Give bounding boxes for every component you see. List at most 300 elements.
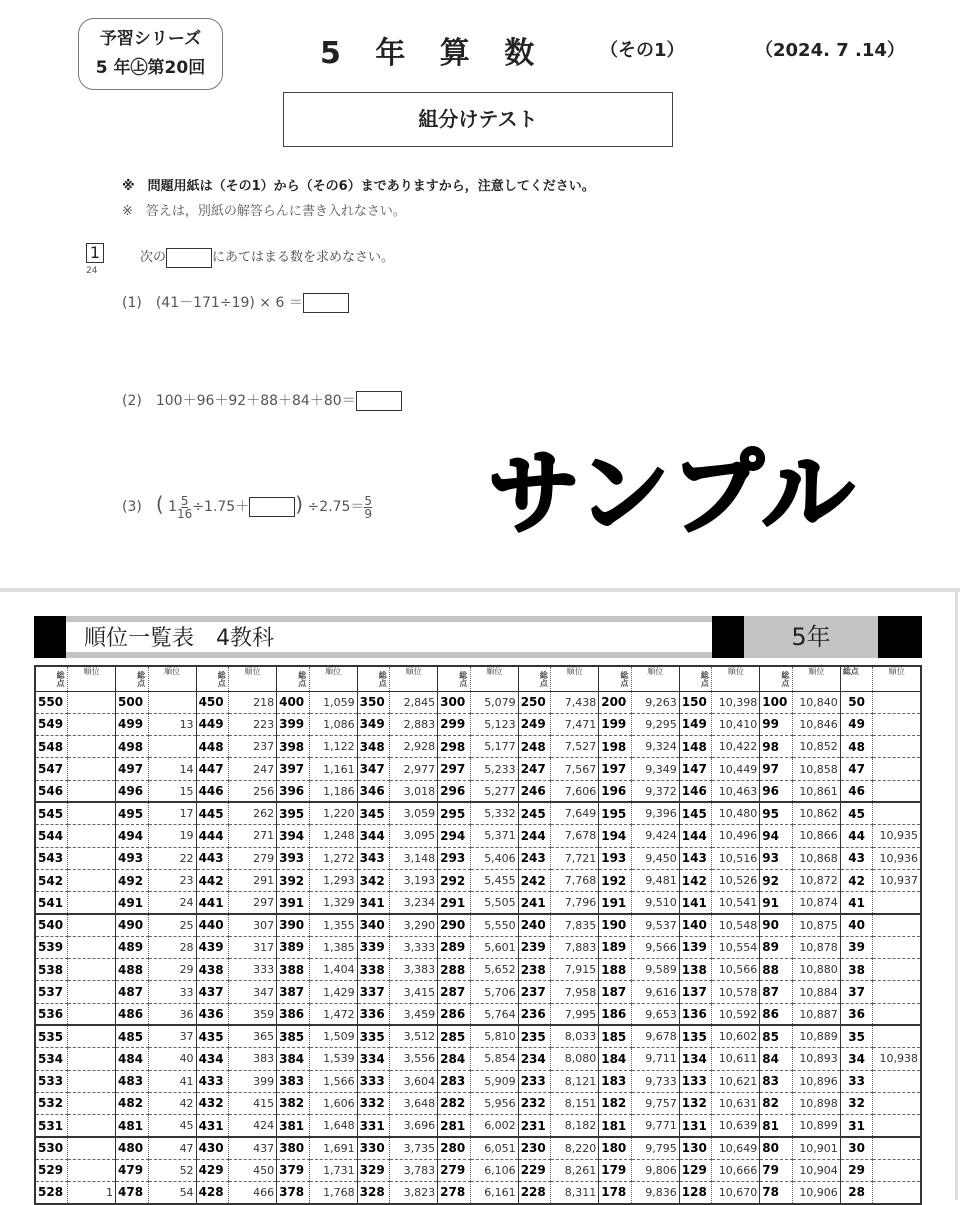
rank-cell: 359	[229, 1003, 277, 1025]
rank-cell: 19	[148, 825, 196, 847]
score-cell: 94	[760, 825, 793, 847]
score-cell: 545	[35, 802, 68, 824]
rank-cell: 9,566	[631, 936, 679, 958]
rank-cell: 279	[229, 847, 277, 869]
rank-cell: 1,122	[309, 736, 357, 758]
rank-cell	[873, 1115, 921, 1137]
score-cell: 31	[840, 1115, 873, 1137]
score-cell: 395	[277, 802, 310, 824]
score-cell: 97	[760, 758, 793, 780]
score-cell: 86	[760, 1003, 793, 1025]
grade-label: 5年	[744, 616, 878, 658]
score-cell: 184	[599, 1048, 632, 1070]
score-cell: 78	[760, 1182, 793, 1204]
rank-cell: 10,840	[792, 691, 840, 713]
score-cell: 300	[438, 691, 471, 713]
rank-cell: 1,509	[309, 1025, 357, 1047]
score-cell: 48	[840, 736, 873, 758]
rank-cell: 8,121	[551, 1070, 599, 1092]
numerator: 5	[180, 493, 189, 508]
rank-cell: 15	[148, 780, 196, 802]
score-cell: 544	[35, 825, 68, 847]
score-cell: 284	[438, 1048, 471, 1070]
rank-cell: 9,424	[631, 825, 679, 847]
score-cell: 495	[116, 802, 149, 824]
score-cell: 133	[679, 1070, 712, 1092]
score-cell: 428	[196, 1182, 229, 1204]
score-cell: 378	[277, 1182, 310, 1204]
rank-cell: 22	[148, 847, 196, 869]
score-cell: 529	[35, 1159, 68, 1181]
rank-cell	[873, 1025, 921, 1047]
rank-cell: 10,422	[712, 736, 760, 758]
rank-cell: 5,652	[470, 959, 518, 981]
score-cell: 487	[116, 981, 149, 1003]
score-cell: 199	[599, 713, 632, 735]
score-cell: 447	[196, 758, 229, 780]
score-cell: 389	[277, 936, 310, 958]
question-number: 1	[86, 243, 104, 263]
rank-cell: 7,768	[551, 869, 599, 891]
score-cell: 450	[196, 691, 229, 713]
rank-cell: 10,602	[712, 1025, 760, 1047]
rank-cell: 7,721	[551, 847, 599, 869]
rank-cell	[68, 691, 116, 713]
score-cell: 190	[599, 914, 632, 936]
score-cell: 183	[599, 1070, 632, 1092]
rank-cell: 3,333	[390, 936, 438, 958]
score-cell: 143	[679, 847, 712, 869]
rank-cell: 10,449	[712, 758, 760, 780]
score-cell: 332	[357, 1092, 390, 1114]
rank-cell: 10,554	[712, 936, 760, 958]
table-row	[35, 1137, 921, 1159]
rank-cell: 3,783	[390, 1159, 438, 1181]
rank-cell	[68, 1137, 116, 1159]
rank-cell: 3,415	[390, 981, 438, 1003]
score-cell: 541	[35, 892, 68, 914]
score-cell: 281	[438, 1115, 471, 1137]
rank-cell: 1	[68, 1182, 116, 1204]
score-cell: 440	[196, 914, 229, 936]
score-cell: 278	[438, 1182, 471, 1204]
rank-cell: 10,410	[712, 713, 760, 735]
score-cell: 436	[196, 1003, 229, 1025]
rank-cell: 9,616	[631, 981, 679, 1003]
rank-cell: 9,836	[631, 1182, 679, 1204]
score-header: 総点	[679, 666, 712, 691]
score-cell: 379	[277, 1159, 310, 1181]
rank-cell: 247	[229, 758, 277, 780]
score-cell: 290	[438, 914, 471, 936]
score-cell: 42	[840, 869, 873, 891]
rank-cell: 3,696	[390, 1115, 438, 1137]
score-cell: 47	[840, 758, 873, 780]
question-instruction	[140, 246, 394, 268]
score-cell: 187	[599, 981, 632, 1003]
rank-cell: 52	[148, 1159, 196, 1181]
score-cell: 387	[277, 981, 310, 1003]
score-cell: 286	[438, 1003, 471, 1025]
score-cell: 291	[438, 892, 471, 914]
test-name-box: 組分けテスト	[283, 92, 673, 147]
score-cell: 198	[599, 736, 632, 758]
score-header: 総点	[277, 666, 310, 691]
score-cell: 91	[760, 892, 793, 914]
score-cell: 100	[760, 691, 793, 713]
score-cell: 537	[35, 981, 68, 1003]
rank-cell: 3,290	[390, 914, 438, 936]
rank-cell: 10,846	[792, 713, 840, 735]
fraction-1	[177, 495, 192, 520]
score-cell: 182	[599, 1092, 632, 1114]
score-cell: 279	[438, 1159, 471, 1181]
table-row	[35, 1003, 921, 1025]
score-cell: 478	[116, 1182, 149, 1204]
score-cell: 438	[196, 959, 229, 981]
score-header: 総点	[35, 666, 68, 691]
score-cell: 439	[196, 936, 229, 958]
score-cell: 535	[35, 1025, 68, 1047]
score-cell: 50	[840, 691, 873, 713]
rank-cell: 9,771	[631, 1115, 679, 1137]
score-cell: 481	[116, 1115, 149, 1137]
table-row	[35, 1092, 921, 1114]
rank-cell	[873, 1003, 921, 1025]
rank-cell: 7,567	[551, 758, 599, 780]
score-cell: 343	[357, 847, 390, 869]
problem-label: (1)	[122, 295, 142, 311]
rank-cell: 3,512	[390, 1025, 438, 1047]
score-cell: 385	[277, 1025, 310, 1047]
score-cell: 36	[840, 1003, 873, 1025]
score-cell: 398	[277, 736, 310, 758]
rank-cell: 7,995	[551, 1003, 599, 1025]
score-cell: 491	[116, 892, 149, 914]
header-block	[878, 616, 922, 658]
score-cell: 142	[679, 869, 712, 891]
score-cell: 32	[840, 1092, 873, 1114]
rank-cell	[68, 1159, 116, 1181]
instruction-after: にあてはまる数を求めなさい。	[212, 250, 395, 265]
table-row	[35, 936, 921, 958]
rank-cell: 466	[229, 1182, 277, 1204]
rank-cell: 5,706	[470, 981, 518, 1003]
rank-cell: 3,459	[390, 1003, 438, 1025]
rank-cell: 9,653	[631, 1003, 679, 1025]
rank-cell: 10,893	[792, 1048, 840, 1070]
score-cell: 348	[357, 736, 390, 758]
rank-cell: 9,711	[631, 1048, 679, 1070]
rank-cell	[873, 758, 921, 780]
score-cell: 297	[438, 758, 471, 780]
rank-cell: 9,589	[631, 959, 679, 981]
rank-cell: 10,639	[712, 1115, 760, 1137]
score-cell: 494	[116, 825, 149, 847]
rank-cell: 3,648	[390, 1092, 438, 1114]
score-cell: 528	[35, 1182, 68, 1204]
score-cell: 134	[679, 1048, 712, 1070]
rank-cell: 3,556	[390, 1048, 438, 1070]
rank-cell: 7,471	[551, 713, 599, 735]
score-cell: 390	[277, 914, 310, 936]
rank-cell: 5,764	[470, 1003, 518, 1025]
score-cell: 388	[277, 959, 310, 981]
score-cell: 33	[840, 1070, 873, 1092]
score-cell: 34	[840, 1048, 873, 1070]
score-cell: 493	[116, 847, 149, 869]
problem-expression: ÷2.75＝	[307, 499, 365, 515]
rank-cell	[68, 736, 116, 758]
score-cell: 193	[599, 847, 632, 869]
score-cell: 247	[518, 758, 551, 780]
table-row	[35, 869, 921, 891]
rank-cell: 271	[229, 825, 277, 847]
score-cell: 233	[518, 1070, 551, 1092]
score-cell: 92	[760, 869, 793, 891]
score-cell: 99	[760, 713, 793, 735]
rank-cell: 7,883	[551, 936, 599, 958]
rank-cell	[68, 713, 116, 735]
rank-cell: 5,909	[470, 1070, 518, 1092]
rank-cell: 1,404	[309, 959, 357, 981]
rank-cell: 237	[229, 736, 277, 758]
rank-cell: 3,193	[390, 869, 438, 891]
rank-cell: 10,904	[792, 1159, 840, 1181]
rank-cell: 9,396	[631, 802, 679, 824]
score-cell: 349	[357, 713, 390, 735]
problem-expression: (41－171÷19) × 6 ＝	[155, 295, 303, 311]
rank-cell: 10,578	[712, 981, 760, 1003]
rank-cell: 23	[148, 869, 196, 891]
score-cell: 347	[357, 758, 390, 780]
score-cell: 146	[679, 780, 712, 802]
rank-cell: 10,611	[712, 1048, 760, 1070]
score-cell: 299	[438, 713, 471, 735]
score-cell: 85	[760, 1025, 793, 1047]
rank-cell: 36	[148, 1003, 196, 1025]
score-cell: 250	[518, 691, 551, 713]
score-cell: 139	[679, 936, 712, 958]
score-cell: 441	[196, 892, 229, 914]
rank-cell: 1,385	[309, 936, 357, 958]
rank-cell: 25	[148, 914, 196, 936]
rank-header: 順位	[309, 666, 357, 691]
rank-cell: 41	[148, 1070, 196, 1092]
rank-header: 順位	[551, 666, 599, 691]
score-cell: 445	[196, 802, 229, 824]
score-cell: 191	[599, 892, 632, 914]
score-cell: 82	[760, 1092, 793, 1114]
rank-cell	[68, 1070, 116, 1092]
score-cell: 138	[679, 959, 712, 981]
page-edge	[955, 592, 958, 1200]
rank-cell: 7,606	[551, 780, 599, 802]
score-cell: 488	[116, 959, 149, 981]
series-badge	[78, 18, 223, 90]
rank-cell: 10,649	[712, 1137, 760, 1159]
score-cell: 40	[840, 914, 873, 936]
score-cell: 137	[679, 981, 712, 1003]
score-cell: 44	[840, 825, 873, 847]
score-cell: 380	[277, 1137, 310, 1159]
score-cell: 431	[196, 1115, 229, 1137]
rank-cell: 10,896	[792, 1070, 840, 1092]
score-cell: 392	[277, 869, 310, 891]
rank-cell: 17	[148, 802, 196, 824]
rank-cell: 5,601	[470, 936, 518, 958]
score-cell: 383	[277, 1070, 310, 1092]
score-header: 総点	[599, 666, 632, 691]
score-cell: 144	[679, 825, 712, 847]
score-cell: 342	[357, 869, 390, 891]
rank-cell: 7,678	[551, 825, 599, 847]
score-cell: 89	[760, 936, 793, 958]
score-cell: 95	[760, 802, 793, 824]
rank-cell: 5,371	[470, 825, 518, 847]
score-cell: 140	[679, 914, 712, 936]
rank-cell	[68, 959, 116, 981]
problem-label: (3)	[122, 499, 142, 515]
rank-cell: 1,472	[309, 1003, 357, 1025]
rank-cell: 10,901	[792, 1137, 840, 1159]
score-cell: 533	[35, 1070, 68, 1092]
rank-cell: 2,845	[390, 691, 438, 713]
rank-cell: 1,272	[309, 847, 357, 869]
rank-cell: 365	[229, 1025, 277, 1047]
score-cell: 546	[35, 780, 68, 802]
rank-cell: 10,670	[712, 1182, 760, 1204]
rank-cell: 5,810	[470, 1025, 518, 1047]
rank-cell: 10,880	[792, 959, 840, 981]
score-cell: 131	[679, 1115, 712, 1137]
rank-cell: 9,537	[631, 914, 679, 936]
rank-cell: 10,866	[792, 825, 840, 847]
rank-cell: 9,757	[631, 1092, 679, 1114]
score-cell: 282	[438, 1092, 471, 1114]
rank-cell	[873, 802, 921, 824]
rank-cell: 9,263	[631, 691, 679, 713]
rank-cell	[68, 936, 116, 958]
score-cell: 181	[599, 1115, 632, 1137]
score-cell: 149	[679, 713, 712, 735]
score-header: 総点	[438, 666, 471, 691]
rank-cell	[68, 802, 116, 824]
rank-cell	[873, 1137, 921, 1159]
rank-cell: 7,796	[551, 892, 599, 914]
table-row	[35, 1025, 921, 1047]
score-cell: 292	[438, 869, 471, 891]
rank-cell: 5,332	[470, 802, 518, 824]
rank-cell: 10,875	[792, 914, 840, 936]
rank-cell: 3,059	[390, 802, 438, 824]
score-cell: 287	[438, 981, 471, 1003]
rank-header: 順位	[148, 666, 196, 691]
score-cell: 344	[357, 825, 390, 847]
rank-cell: 8,182	[551, 1115, 599, 1137]
score-header: 総点	[357, 666, 390, 691]
ranking-table	[34, 665, 922, 1205]
rank-cell: 1,248	[309, 825, 357, 847]
rank-header: 順位	[792, 666, 840, 691]
score-cell: 237	[518, 981, 551, 1003]
rank-cell	[873, 1070, 921, 1092]
rank-cell: 10,872	[792, 869, 840, 891]
rank-cell: 5,277	[470, 780, 518, 802]
score-cell: 381	[277, 1115, 310, 1137]
rank-cell: 8,311	[551, 1182, 599, 1204]
score-cell: 29	[840, 1159, 873, 1181]
score-cell: 79	[760, 1159, 793, 1181]
rank-cell: 47	[148, 1137, 196, 1159]
score-cell: 333	[357, 1070, 390, 1092]
score-cell: 346	[357, 780, 390, 802]
rank-cell	[68, 1025, 116, 1047]
rank-cell: 10,858	[792, 758, 840, 780]
rank-cell: 10,480	[712, 802, 760, 824]
rank-cell: 1,606	[309, 1092, 357, 1114]
rank-cell	[873, 1159, 921, 1181]
rank-cell: 8,261	[551, 1159, 599, 1181]
score-header: 総点	[840, 666, 873, 691]
rank-cell: 8,080	[551, 1048, 599, 1070]
rank-header: 順位	[873, 666, 921, 691]
rank-cell: 5,177	[470, 736, 518, 758]
rank-cell: 1,648	[309, 1115, 357, 1137]
score-cell: 147	[679, 758, 712, 780]
rank-cell: 437	[229, 1137, 277, 1159]
rank-cell	[148, 691, 196, 713]
rank-cell: 3,604	[390, 1070, 438, 1092]
score-cell: 242	[518, 869, 551, 891]
score-cell: 531	[35, 1115, 68, 1137]
score-cell: 280	[438, 1137, 471, 1159]
sample-watermark: サンプル	[488, 440, 856, 547]
rank-cell: 5,079	[470, 691, 518, 713]
score-cell: 45	[840, 802, 873, 824]
rank-cell: 1,768	[309, 1182, 357, 1204]
rank-cell: 297	[229, 892, 277, 914]
table-row	[35, 780, 921, 802]
score-cell: 500	[116, 691, 149, 713]
rank-cell: 10,936	[873, 847, 921, 869]
rank-cell: 1,059	[309, 691, 357, 713]
rank-cell	[873, 1092, 921, 1114]
rank-cell: 1,355	[309, 914, 357, 936]
table-row	[35, 691, 921, 713]
score-cell: 337	[357, 981, 390, 1003]
score-cell: 443	[196, 847, 229, 869]
note-1: ※ 問題用紙は（その1）から（その6）までありますから，注意してください。	[122, 179, 595, 194]
rank-cell: 5,455	[470, 869, 518, 891]
rank-cell: 10,621	[712, 1070, 760, 1092]
rank-cell: 42	[148, 1092, 196, 1114]
score-cell: 298	[438, 736, 471, 758]
score-cell: 350	[357, 691, 390, 713]
rank-cell: 9,806	[631, 1159, 679, 1181]
rank-cell: 2,883	[390, 713, 438, 735]
score-cell: 484	[116, 1048, 149, 1070]
score-cell: 136	[679, 1003, 712, 1025]
table-row	[35, 1070, 921, 1092]
rank-cell: 10,463	[712, 780, 760, 802]
score-cell: 232	[518, 1092, 551, 1114]
rank-cell	[873, 780, 921, 802]
score-cell: 189	[599, 936, 632, 958]
rank-cell: 10,666	[712, 1159, 760, 1181]
rank-cell: 10,887	[792, 1003, 840, 1025]
score-cell: 30	[840, 1137, 873, 1159]
